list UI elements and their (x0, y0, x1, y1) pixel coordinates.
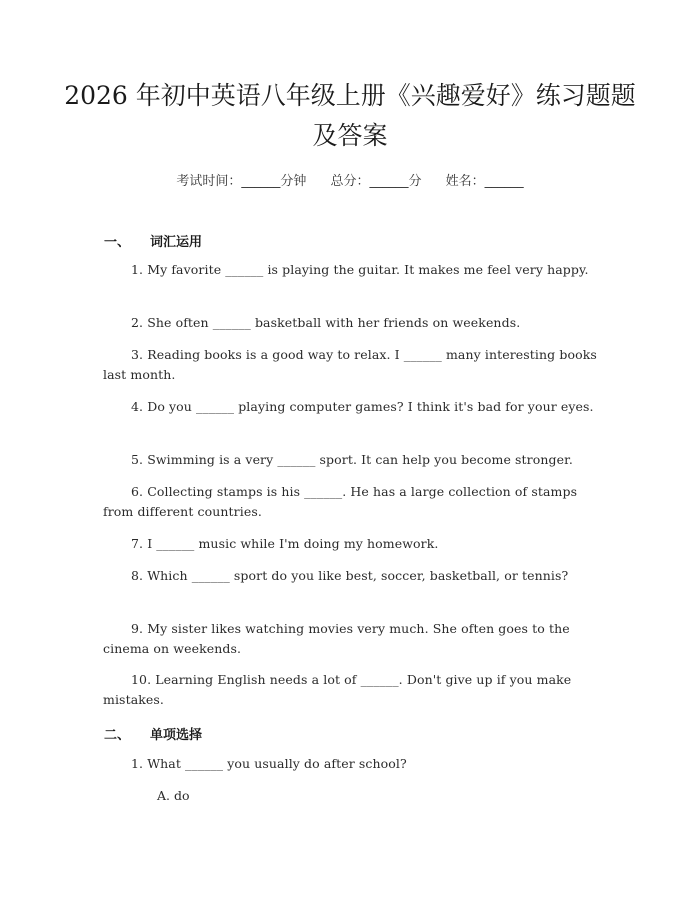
section-heading-multiple-choice (104, 724, 202, 743)
question-item: 7. I ______ music while I'm doing my homework. (131, 536, 439, 551)
question-item: 3. Reading books is a good way to relax. I ______ many interesting books last month. (103, 347, 597, 382)
section-number: 二、 (104, 728, 131, 743)
page-title: 2026 年初中英语八年级上册《兴趣爱好》练习题题及答案 (64, 81, 636, 150)
question-item: 1. What ______ you usually do after school? (131, 756, 407, 771)
section-title: 词汇运用 (150, 235, 203, 250)
question-item: 10. Learning English needs a lot of ______. Don't give up if you make mistakes. (103, 672, 572, 707)
question-item: 8. Which ______ sport do you like best, soccer, basketball, or tennis? (131, 568, 569, 583)
question-item: 5. Swimming is a very ______ sport. It can help you become stronger. (131, 452, 573, 467)
question-item: 2. She often ______ basketball with her friends on weekends. (131, 315, 521, 330)
section-heading-vocabulary (104, 231, 202, 250)
question-item: 1. My favorite ______ is playing the guitar. It makes me feel very happy. (131, 262, 589, 277)
answer-option: A. do (157, 788, 190, 803)
exam-time: 考试时间：______分钟 (176, 174, 307, 189)
exam-total-score: 总分：______分 (330, 174, 422, 189)
question-item: 4. Do you ______ playing computer games? I think it's bad for your eyes. (131, 399, 594, 414)
exam-info (0, 170, 700, 189)
section-number: 一、 (104, 235, 131, 250)
question-item: 6. Collecting stamps is his ______. He has a large collection of stamps from different countries. (103, 484, 578, 519)
section-title: 单项选择 (150, 728, 203, 743)
student-name: 姓名：______ (445, 174, 524, 189)
question-item: 9. My sister likes watching movies very much. She often goes to the cinema on weekends. (103, 621, 570, 656)
